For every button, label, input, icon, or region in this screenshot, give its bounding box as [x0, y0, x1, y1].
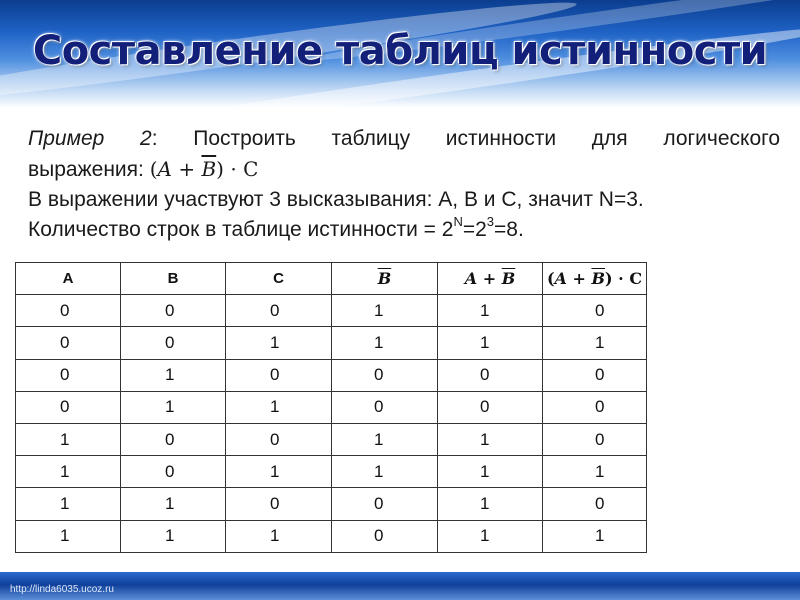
table-cell: 0 [438, 359, 543, 391]
table-cell: 1 [438, 423, 543, 455]
table-row [16, 359, 647, 391]
footer-band [0, 572, 800, 600]
table-cell: 1 [543, 327, 647, 359]
table-cell: 1 [226, 327, 332, 359]
slide-text [28, 124, 780, 245]
expression-label: выражения: [28, 158, 144, 181]
table-cell: 0 [332, 520, 438, 552]
header-a-or-not-b: $A + \overline{B}$ [438, 263, 543, 295]
table-cell: 0 [438, 391, 543, 423]
table-cell: 1 [438, 520, 543, 552]
table-cell: 0 [543, 391, 647, 423]
table-cell: 0 [16, 327, 121, 359]
header-c: C [226, 263, 332, 295]
example-label: Пример 2 [28, 127, 152, 150]
table-cell: 1 [226, 520, 332, 552]
table-cell: 1 [543, 456, 647, 488]
table-cell: 0 [121, 327, 226, 359]
header-expression: $(A + \overline{B}) \cdot C$ [543, 263, 647, 295]
table-cell: 1 [438, 295, 543, 327]
table-cell: 0 [121, 456, 226, 488]
table-cell: 1 [121, 391, 226, 423]
table-cell: 0 [543, 295, 647, 327]
table-cell: 0 [543, 423, 647, 455]
table-cell: 1 [438, 327, 543, 359]
rows-statement: Количество строк в таблице истинности = $2^N=2^3=8$. [28, 214, 524, 241]
table-cell: 0 [226, 295, 332, 327]
table-cell: 1 [332, 295, 438, 327]
table-row [16, 456, 647, 488]
expression-line [28, 154, 780, 185]
table-cell: 0 [332, 359, 438, 391]
table-row [16, 520, 647, 552]
table-cell: 1 [16, 423, 121, 455]
slide-title: Составление таблиц истинности [32, 28, 768, 74]
table-row [16, 295, 647, 327]
table-cell: 1 [121, 359, 226, 391]
task-line [28, 124, 780, 154]
table-cell: 1 [226, 391, 332, 423]
footer-url: http://linda6035.ucoz.ru [10, 584, 114, 595]
table-cell: 0 [121, 423, 226, 455]
table-header-row [16, 263, 647, 295]
table-cell: 1 [121, 488, 226, 520]
table-cell: 1 [16, 520, 121, 552]
variables-statement: В выражении участвуют 3 высказывания: А, В и С, значит N=3. [28, 188, 644, 211]
task-text: : Построить таблицу истинности для логического [151, 127, 781, 150]
table-cell: 1 [438, 456, 543, 488]
header-not-b: $\overline{B}$ [332, 263, 438, 295]
table-cell: 1 [16, 488, 121, 520]
table-cell: 1 [438, 488, 543, 520]
table-cell: 1 [226, 456, 332, 488]
table-cell: 1 [121, 520, 226, 552]
truth-table [15, 262, 647, 553]
table-cell: 0 [16, 359, 121, 391]
table-cell: 0 [226, 488, 332, 520]
table-cell: 0 [543, 359, 647, 391]
table-cell: 1 [332, 423, 438, 455]
table-cell: 1 [16, 456, 121, 488]
table-row [16, 488, 647, 520]
formula: $(A + \overline{B}) \cdot C$ [149, 157, 259, 181]
table-cell: 0 [332, 391, 438, 423]
table-cell: 0 [226, 359, 332, 391]
table-row [16, 327, 647, 359]
table-row [16, 423, 647, 455]
table-cell: 0 [16, 295, 121, 327]
header-a: A [16, 263, 121, 295]
header-b: B [121, 263, 226, 295]
table-cell: 0 [16, 391, 121, 423]
table-cell: 0 [543, 488, 647, 520]
table-cell: 0 [332, 488, 438, 520]
table-cell: 1 [332, 327, 438, 359]
table-cell: 0 [121, 295, 226, 327]
table-cell: 1 [543, 520, 647, 552]
table-row [16, 391, 647, 423]
table-cell: 1 [332, 456, 438, 488]
table-cell: 0 [226, 423, 332, 455]
